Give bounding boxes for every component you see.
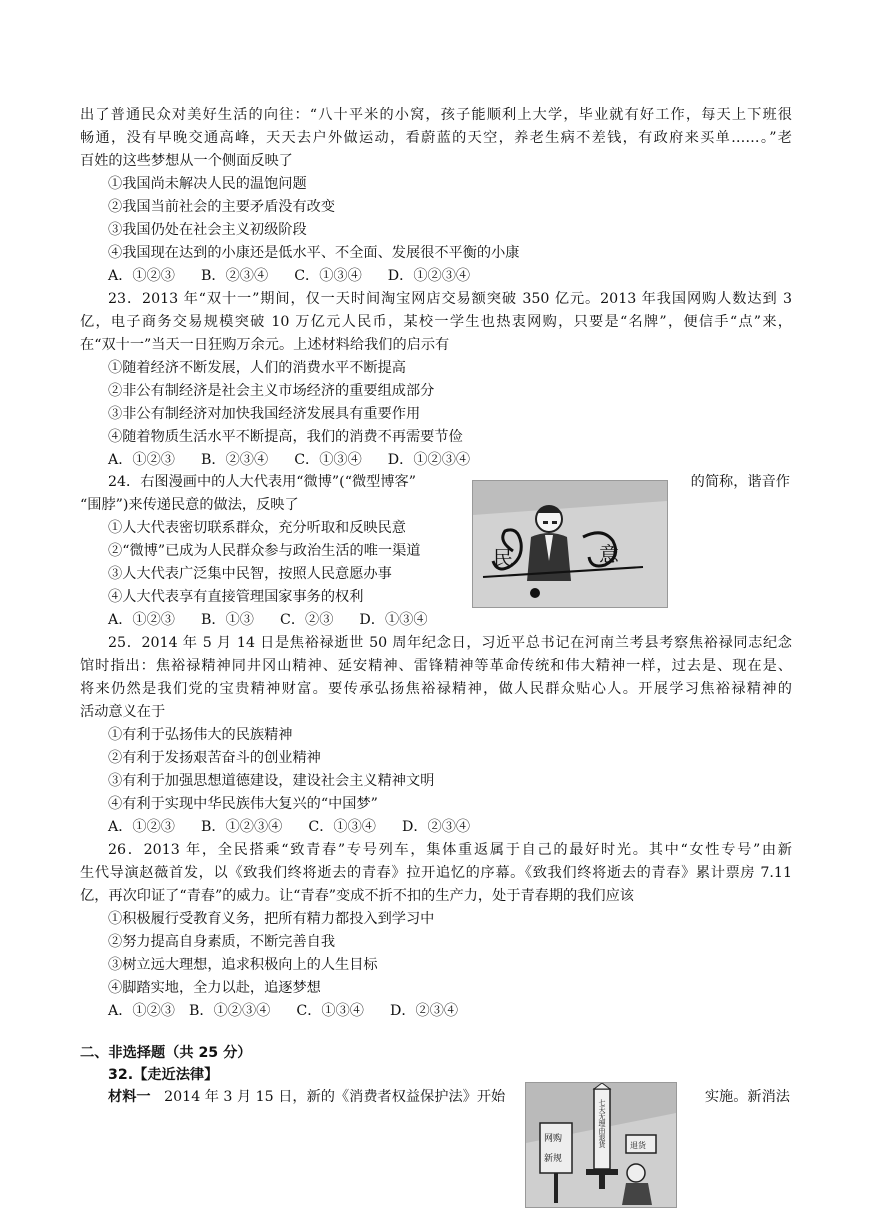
material-text: 2014 年 3 月 15 日，新的《消费者权益保护法》开始 bbox=[164, 1089, 506, 1105]
q25-item-1: ①有利于弘扬伟大的民族精神 bbox=[108, 727, 293, 743]
q23-line-2: 亿，电子商务交易规模突破 10 万亿元人民币，某校一学生也热衷网购，只要是“名牌”，便信手“点”来， bbox=[80, 314, 792, 330]
option-d: D．②③④ bbox=[389, 1003, 459, 1019]
q23-options bbox=[108, 449, 792, 471]
option-b: B．②③④ bbox=[201, 268, 269, 284]
option-d: D．①③④ bbox=[359, 612, 428, 628]
material-label: 材料一 bbox=[108, 1089, 151, 1105]
option-a: A．①②③ bbox=[108, 452, 175, 468]
q23-line-3: 在“双十一”当天一日狂购万余元。上述材料给我们的启示有 bbox=[80, 337, 450, 353]
q24-options bbox=[108, 609, 792, 631]
option-d: D．①②③④ bbox=[387, 268, 471, 284]
q24-item-3: ③人大代表广泛集中民智，按照人民意愿办事 bbox=[108, 566, 392, 582]
option-d: D．②③④ bbox=[401, 819, 471, 835]
q23-item-1: ①随着经济不断发展，人们的消费水平不断提高 bbox=[108, 360, 406, 376]
section-heading: 二、非选择题（共 25 分） bbox=[80, 1045, 252, 1061]
q23-item-4: ④随着物质生活水平不断提高，我们的消费不再需要节俭 bbox=[108, 429, 463, 445]
q26-options bbox=[108, 1000, 792, 1022]
q24-line-1a: 24．右图漫画中的人大代表用“微博”(“微型博客” bbox=[108, 474, 416, 490]
sign-text-2: 新规 bbox=[544, 1154, 563, 1164]
q24-line-1b: 的简称，谐音作 bbox=[690, 474, 790, 490]
q26-line-3: 亿，再次印证了“青春”的威力。让“青春”变成不折不扣的生产力，处于青春期的我们应该 bbox=[80, 888, 634, 904]
cartoon-char-min: 民 bbox=[493, 546, 513, 570]
q23-line-1: 23．2013 年“双十一”期间，仅一天时间淘宝网店交易额突破 350 亿元。2013 年我国网购人数达到 3 bbox=[108, 291, 792, 307]
intro-line-3: 百姓的这些梦想从一个侧面反映了 bbox=[80, 153, 293, 169]
material-text-cont: 实施。新消法 bbox=[704, 1089, 790, 1105]
intro-line-1: 出了普通民众对美好生活的向往：“八十平米的小窝，孩子能顺利上大学，毕业就有好工作，每天上下班很 bbox=[80, 107, 792, 123]
q24-item-1: ①人大代表密切联系群众，充分听取和反映民意 bbox=[108, 520, 406, 536]
q26-item-1: ①积极履行受教育义务，把所有精力都投入到学习中 bbox=[108, 911, 435, 927]
option-b: B．①②③④ bbox=[201, 819, 283, 835]
q26-line-2: 生代导演赵薇首发，以《致我们终将逝去的青春》拉开追忆的序幕。《致我们终将逝去的青春》累计票房 7.11 bbox=[80, 865, 792, 881]
cartoon-weibo-image bbox=[472, 480, 668, 608]
sword-text: 七天无理由退货 bbox=[598, 1099, 606, 1148]
q23-item-3: ③非公有制经济对加快我国经济发展具有重要作用 bbox=[108, 406, 421, 422]
q25-line-4: 活动意义在于 bbox=[80, 704, 166, 720]
intro-item-1: ①我国尚未解决人民的温饱问题 bbox=[108, 176, 307, 192]
option-a: A．①②③ bbox=[108, 612, 175, 628]
box-text: 退货 bbox=[630, 1141, 646, 1150]
option-b: B．②③④ bbox=[201, 452, 269, 468]
q26-item-2: ②努力提高自身素质，不断完善自我 bbox=[108, 934, 336, 950]
q25-line-3: 将来仍然是我们党的宝贵精神财富。要传承弘扬焦裕禄精神，做人民群众贴心人。开展学习焦裕禄精神的 bbox=[80, 681, 792, 697]
q26-item-4: ④脚踏实地，全力以赴，追逐梦想 bbox=[108, 980, 321, 996]
option-d: D．①②③④ bbox=[387, 452, 471, 468]
intro-item-4: ④我国现在达到的小康还是低水平、不全面、发展很不平衡的小康 bbox=[108, 245, 520, 261]
option-c: C．②③ bbox=[280, 612, 334, 628]
q25-line-2: 馆时指出：焦裕禄精神同井冈山精神、延安精神、雷锋精神等革命传统和伟大精神一样，过去是、现在是、 bbox=[80, 658, 792, 674]
option-c: C．①③④ bbox=[308, 819, 376, 835]
material-one-line bbox=[108, 1086, 518, 1108]
cartoon-consumer-law-image bbox=[525, 1082, 677, 1208]
sign-text-1: 网购 bbox=[544, 1134, 563, 1144]
q25-options bbox=[108, 816, 792, 838]
q25-item-4: ④有利于实现中华民族伟大复兴的“中国梦” bbox=[108, 796, 378, 812]
intro-options bbox=[108, 265, 792, 287]
option-a: A．①②③ bbox=[108, 268, 175, 284]
option-b: B．①②③④ bbox=[189, 1003, 271, 1019]
q25-line-1: 25．2014 年 5 月 14 日是焦裕禄逝世 50 周年纪念日，习近平总书记在河南兰考县考察焦裕禄同志纪念 bbox=[108, 635, 792, 651]
q25-item-3: ③有利于加强思想道德建设，建设社会主义精神文明 bbox=[108, 773, 435, 789]
intro-item-3: ③我国仍处在社会主义初级阶段 bbox=[108, 222, 307, 238]
q25-item-2: ②有利于发扬艰苦奋斗的创业精神 bbox=[108, 750, 321, 766]
q26-line-1: 26．2013 年，全民搭乘“致青春”专号列车，集体重返属于自己的最好时光。其中“女性专号”由新 bbox=[108, 842, 792, 858]
q24-line-2: “围脖”)来传递民意的做法，反映了 bbox=[80, 497, 299, 513]
option-c: C．①③④ bbox=[296, 1003, 364, 1019]
option-b: B．①③ bbox=[201, 612, 254, 628]
option-c: C．①③④ bbox=[294, 268, 362, 284]
cartoon-char-yi: 意 bbox=[599, 542, 619, 566]
q32-heading: 32.【走近法律】 bbox=[108, 1067, 219, 1083]
q26-item-3: ③树立远大理想，追求积极向上的人生目标 bbox=[108, 957, 378, 973]
q23-item-2: ②非公有制经济是社会主义市场经济的重要组成部分 bbox=[108, 383, 435, 399]
intro-item-2: ②我国当前社会的主要矛盾没有改变 bbox=[108, 199, 336, 215]
q24-item-4: ④人大代表享有直接管理国家事务的权利 bbox=[108, 589, 364, 605]
intro-line-2: 畅通，没有早晚交通高峰，天天去户外做运动，看蔚蓝的天空，养老生病不差钱，有政府来买单……。”老 bbox=[80, 130, 792, 146]
option-a: A．①②③ bbox=[108, 819, 175, 835]
option-a: A．①②③ bbox=[108, 1003, 175, 1019]
q24-item-2: ②“微博”已成为人民群众参与政治生活的唯一渠道 bbox=[108, 543, 421, 559]
option-c: C．①③④ bbox=[294, 452, 362, 468]
